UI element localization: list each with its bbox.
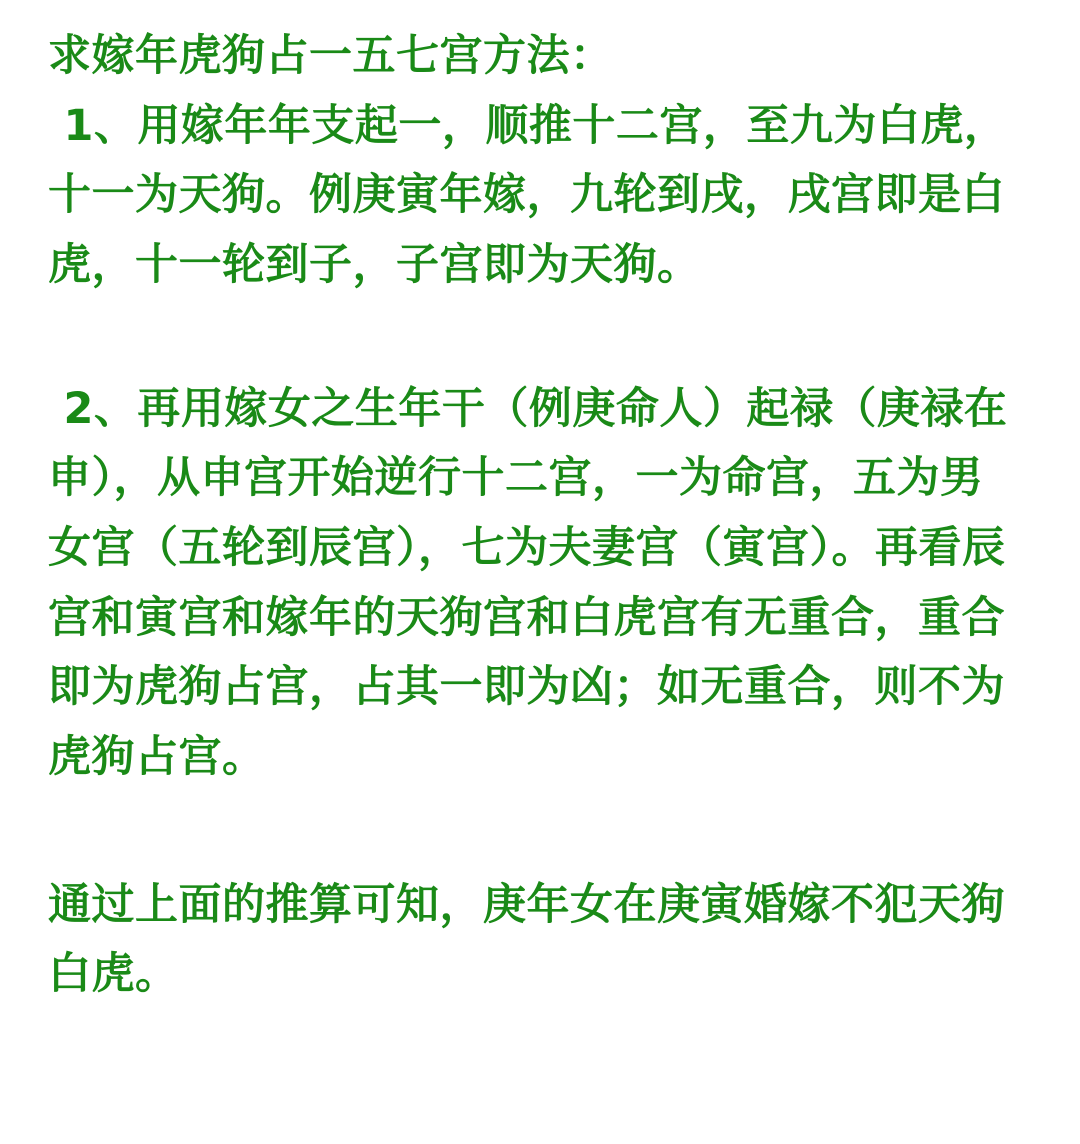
paragraph-conclusion: 通过上面的推算可知，庚年女在庚寅婚嫁不犯天狗白虎。 — [48, 879, 1005, 1000]
paragraph-spacer-1 — [48, 301, 1024, 375]
paragraph-step-2: 2、再用嫁女之生年干（例庚命人）起禄（庚禄在申），从申宫开始逆行十二宫，一为命宫，五为男女宫（五轮到辰宫），七为夫妻宫（寅宫）。再看辰宫和寅宫和嫁年的天狗宫和白虎宫有无重合，重合即为虎狗占宫，占其一即为凶；如无重合，则不为虎狗占宫。 — [48, 383, 1008, 782]
paragraph-step-1: 1、用嫁年年支起一，顺推十二宫，至九为白虎，十一为天狗。例庚寅年嫁，九轮到戌，戌宫即是白虎，十一轮到子，子宫即为天狗。 — [48, 100, 1008, 290]
paragraph-spacer-2 — [48, 793, 1024, 871]
page-title: 求嫁年虎狗占一五七宫方法： — [48, 31, 614, 81]
